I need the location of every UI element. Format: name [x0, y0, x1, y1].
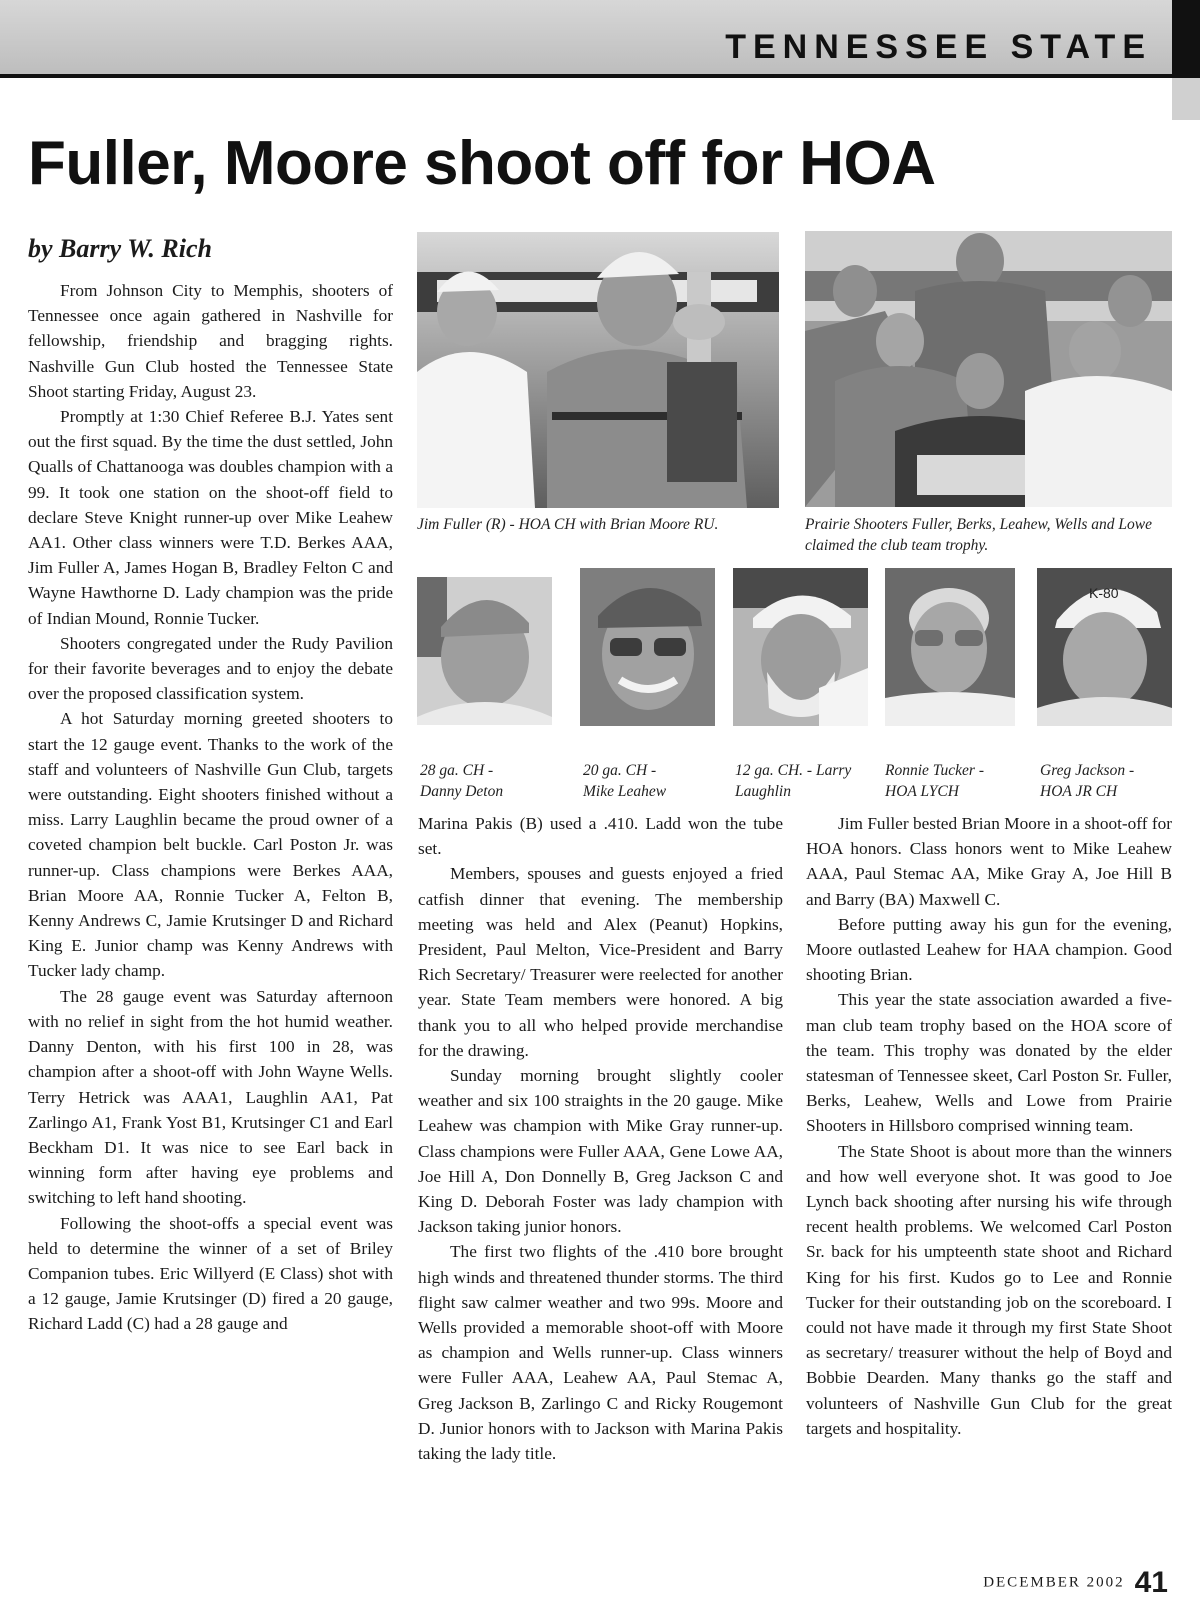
photo-greg-jackson [1037, 568, 1172, 726]
photo-fuller-moore-trophy [417, 232, 779, 508]
caption-fuller-moore: Jim Fuller (R) - HOA CH with Brian Moore RU. [417, 516, 719, 533]
issue-date: DECEMBER 2002 [983, 1574, 1125, 1591]
caption-line: Laughlin [735, 783, 791, 800]
paragraph: Shooters congregated under the Rudy Pavilion for their favorite beverages and to enjoy the debate over the proposed classification system. [28, 633, 393, 704]
photo-mike-leahew [580, 568, 715, 726]
page-footer [983, 1566, 1168, 1600]
caption-line: HOA JR CH [1040, 783, 1118, 800]
caption-line: 28 ga. CH - [420, 762, 494, 779]
headline: Fuller, Moore shoot off for HOA [28, 129, 936, 198]
paragraph: The 28 gauge event was Saturday afternoon with no relief in sight from the hot humid weather. Danny Denton, with his first 100 in 28, was champion after a shoot-off with John Wayne Wells. Terry Hetrick was AAA1, Laughlin AA1, Pat Zarlingo A1, Frank Yost B1, Krutsinger C1 and Earl Beckham D1. It was nice to see Earl back in winning form after having eye problems and switching to left hand shooting. [28, 986, 393, 1208]
photo-prairie-shooters-team [805, 231, 1172, 507]
caption-portrait-3 [735, 760, 875, 802]
photo-larry-laughlin [733, 568, 868, 726]
byline: by Barry W. Rich [28, 234, 212, 263]
section-label: TENNESSEE STATE [725, 28, 1152, 66]
caption-line: HOA LYCH [885, 783, 959, 800]
photo-danny-deton [417, 577, 552, 725]
caption-portrait-4 [885, 760, 1025, 802]
caption-line: 20 ga. CH - [583, 762, 657, 779]
paragraph: Before putting away his gun for the evening, Moore outlasted Leahew for HAA champion. Good shooting Brian. [806, 914, 1172, 985]
article-column-3 [806, 811, 1172, 1441]
caption-portrait-5 [1040, 760, 1172, 802]
photo-ronnie-tucker [885, 568, 1015, 726]
side-tab [1172, 78, 1200, 120]
paragraph: Following the shoot-offs a special event was held to determine the winner of a set of Briley Companion tubes. Eric Willyerd (E Class) shot with a 12 gauge, Jamie Krutsinger (D) fired a 20 gauge, Richard Ladd (C) had a 28 gauge and [28, 1213, 393, 1334]
article-column-1 [28, 278, 393, 1337]
article-column-2 [418, 811, 783, 1466]
caption-line: 12 ga. CH. - Larry [735, 762, 852, 779]
caption-portrait-2 [583, 760, 715, 802]
caption-prairie-shooters: Prairie Shooters Fuller, Berks, Leahew, Wells and Lowe claimed the club team trophy. [805, 516, 1153, 554]
header-rule [0, 74, 1172, 78]
paragraph: Members, spouses and guests enjoyed a fried catfish dinner that evening. The membership meeting was held and Alex (Peanut) Hopkins, President, Paul Melton, Vice-President and Barry Rich Secretary/ Treasurer were reelected for another year. State Team members were honored. A big thank you to all who helped provide merchandise for the drawing. [418, 864, 783, 1060]
caption-line: Mike Leahew [583, 783, 667, 800]
caption-line: Danny Deton [420, 783, 504, 800]
paragraph: The first two flights of the .410 bore brought high winds and threatened thunder storms. The third flight saw calmer weather and two 99s. Moore and Wells provided a memorable shoot-off with Moore as champion and Wells runner-up. Class winners were Fuller AAA, Leahew AA, Paul Stemac A, Greg Jackson B, Zarlingo C and Ricky Rougemont D. Junior honors with to Jackson with Marina Pakis taking the lady title. [418, 1242, 783, 1464]
paragraph: A hot Saturday morning greeted shooters to start the 12 gauge event. Thanks to the work of the staff and volunteers of Nashville Gun Club, targets were outstanding. Eight shooters finished without a miss. Larry Laughlin became the proud owner of a coveted champion belt buckle. Carl Poston Jr. was runner-up. Class champions were Berkes AAA, Brian Moore AA, Ronnie Tucker A, Felton B, Kenny Andrews C, Jamie Krutsinger D and Richard King E. Junior champ was Kenny Andrews with Tucker lady champ. [28, 709, 393, 981]
paragraph: Sunday morning brought slightly cooler weather and six 100 straights in the 20 gauge. Mike Leahew was champion with Mike Gray runner-up. Class champions were Fuller AAA, Gene Lowe AA, Joe Hill A, Don Donnelly B, Greg Jackson C and King D. Deborah Foster was lady champion with Jackson taking junior honors. [418, 1066, 783, 1237]
paragraph: Promptly at 1:30 Chief Referee B.J. Yates sent out the first squad. By the time the dust settled, John Qualls of Chattanooga was doubles champion with a 99. It took one station on the shoot-off field to declare Steve Knight runner-up over Mike Leahew AA1. Other class winners were T.D. Berkes AAA, Jim Fuller A, James Hogan B, Bradley Felton C and Wayne Hawthorne D. Lady champion was the pride of Indian Mound, Ronnie Tucker. [28, 407, 393, 628]
paragraph: Marina Pakis (B) used a .410. Ladd won the tube set. [418, 814, 783, 859]
paragraph: The State Shoot is about more than the winners and how well everyone shot. It was good to Joe Lynch back shooting after nursing his wife through recent health problems. We welcomed Carl Poston Sr. back for his umpteenth state shoot and Richard King for his first. Kudos go to Lee and Ronnie Tucker for their outstanding job on the scoreboard. I could not have made it through my first State Shoot as secretary/ treasurer without the help of Boyd and Bobbie Dearden. Many thanks go the staff and volunteers of Nashville Gun Club for the great targets and hospitality. [806, 1141, 1172, 1438]
page-number: 41 [1134, 1566, 1168, 1599]
caption-line: Ronnie Tucker - [885, 762, 985, 779]
caption-portrait-1 [420, 760, 552, 802]
paragraph: Jim Fuller bested Brian Moore in a shoot-off for HOA honors. Class honors went to Mike Leahew AAA, Paul Stemac AA, Mike Gray A, Joe Hill B and Barry (BA) Maxwell C. [806, 814, 1172, 909]
header-end-block [1172, 0, 1200, 78]
paragraph: From Johnson City to Memphis, shooters of Tennessee once again gathered in Nashville for fellowship, friendship and bragging rights. Nashville Gun Club hosted the Tennessee State Shoot starting Friday, August 23. [28, 281, 393, 401]
paragraph: This year the state association awarded a five-man club team trophy based on the HOA score of the team. This trophy was donated by the elder statesman of Tennessee skeet, Carl Poston Sr. Fuller, Berks, Leahew, Wells and Lowe from Prairie Shooters in Hillsboro comprised winning team. [806, 990, 1172, 1136]
caption-line: Greg Jackson - [1040, 762, 1135, 779]
cap-logo-text: K-80 [1089, 585, 1119, 601]
